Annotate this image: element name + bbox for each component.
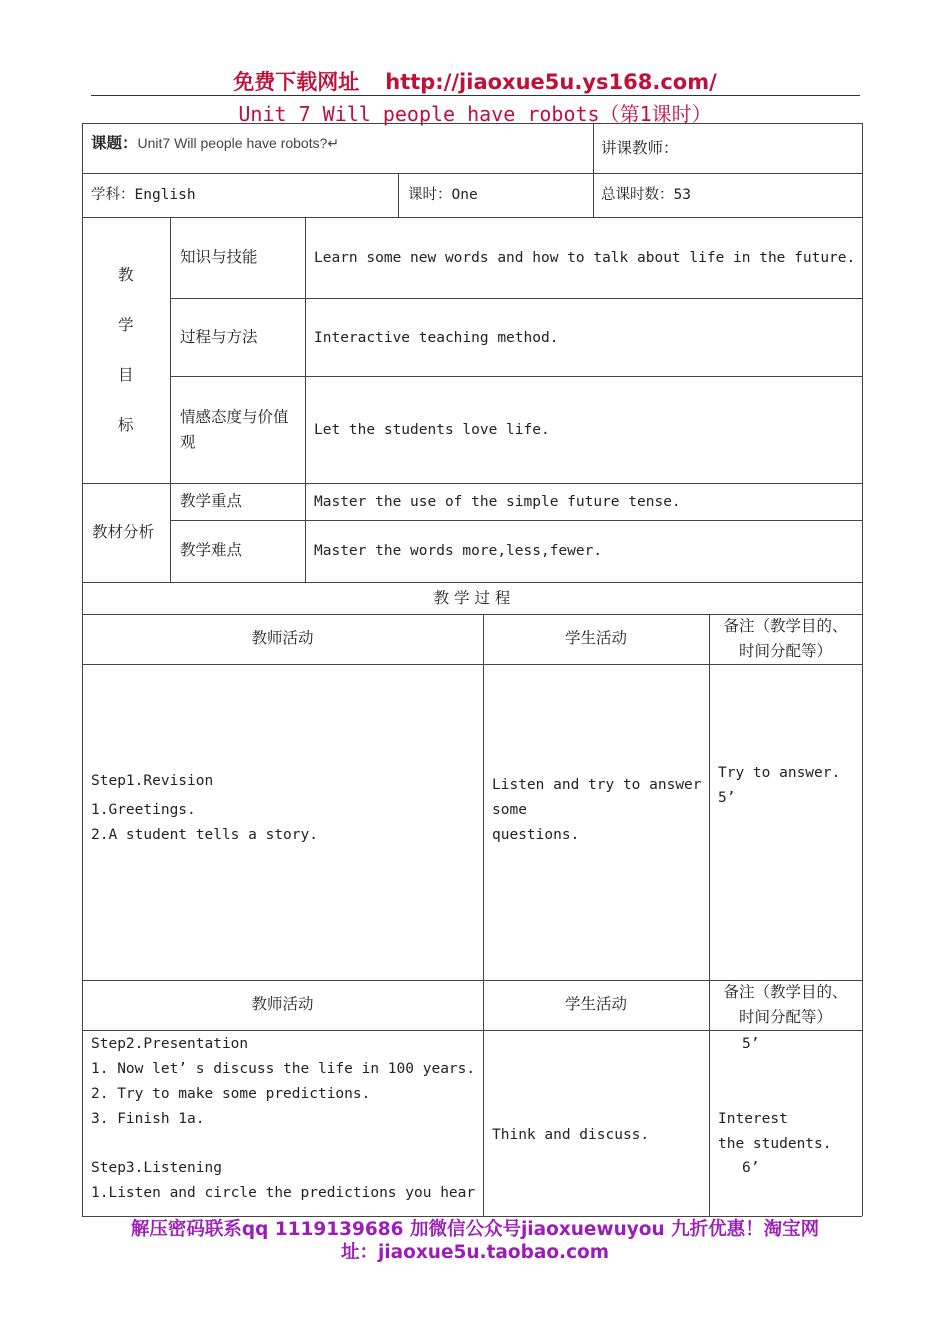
footer-line-1: 解压密码联系qq 1119139686 加微信公众号jiaoxuewuyou 九折优惠！淘宝网 <box>130 1219 820 1240</box>
step2-note-line1: Interest <box>718 1111 788 1127</box>
difficult-points-label: 教学难点 <box>180 541 243 559</box>
notes-header-line2: 时间分配等） <box>738 642 832 660</box>
topic-value: Unit7 Will people have robots?↵ <box>137 135 340 151</box>
subject-value: 学科：English <box>91 187 196 203</box>
step1-title: Step1.Revision <box>91 773 214 789</box>
difficult-points-value: Master the words more,less,fewer. <box>314 543 603 559</box>
notes-header-2-line1: 备注（教学目的、 <box>723 983 848 1001</box>
site-url-link[interactable]: http://jiaoxue5u.ys168.com/ <box>385 70 717 94</box>
attitude-values-label-line2: 观 <box>180 433 196 451</box>
step1-item-2: 2.A student tells a story. <box>91 827 318 843</box>
step3-time: 6’ <box>742 1160 760 1176</box>
footer-banner <box>60 1218 890 1264</box>
step1-student-line1: Listen and try to answer <box>492 777 702 793</box>
site-label: 免费下载网址 <box>233 70 360 94</box>
step2-time: 5’ <box>742 1036 760 1052</box>
step2-item-1: 1. Now let’ s discuss the life in 100 years. <box>91 1061 476 1077</box>
step2-item-2: 2. Try to make some predictions. <box>91 1086 371 1102</box>
step1-student-line3: questions. <box>492 827 580 843</box>
teacher-label: 讲课教师： <box>601 139 679 157</box>
period-value: 课时：One <box>408 187 478 203</box>
step3-item-1: 1.Listen and circle the predictions you hear <box>91 1185 476 1201</box>
teacher-activity-header: 教师活动 <box>251 629 314 647</box>
objectives-char-1: 教 <box>118 266 134 284</box>
knowledge-skills-label: 知识与技能 <box>180 248 258 266</box>
materials-analysis-label: 教材分析 <box>92 523 155 541</box>
attitude-values-value: Let the students love life. <box>314 422 550 438</box>
student-activity-header: 学生活动 <box>564 629 627 647</box>
total-periods-value: 总课时数：53 <box>601 187 691 203</box>
step2-note-line2: the students. <box>718 1136 832 1152</box>
teaching-process-title: 教 学 过 程 <box>433 589 511 607</box>
download-site-banner <box>0 66 950 96</box>
topic-cell <box>91 131 339 157</box>
header-rule <box>91 95 860 96</box>
step3-title: Step3.Listening <box>91 1160 222 1176</box>
objectives-char-4: 标 <box>118 416 134 434</box>
key-points-label: 教学重点 <box>180 492 243 510</box>
step1-student-line2: some <box>492 802 527 818</box>
step2-student: Think and discuss. <box>492 1127 650 1143</box>
notes-header-2-line2: 时间分配等） <box>738 1008 832 1026</box>
step2-item-3: 3. Finish 1a. <box>91 1111 205 1127</box>
attitude-values-label-line1: 情感态度与价值 <box>180 408 289 426</box>
step1-note: Try to answer. <box>718 765 841 781</box>
objectives-char-2: 学 <box>118 316 134 334</box>
student-activity-header-2: 学生活动 <box>564 995 627 1013</box>
knowledge-skills-value: Learn some new words and how to talk about life in the future. <box>314 250 856 266</box>
step1-time: 5’ <box>718 790 736 806</box>
process-methods-value: Interactive teaching method. <box>314 330 559 346</box>
process-methods-label: 过程与方法 <box>180 328 258 346</box>
teacher-activity-header-2: 教师活动 <box>251 995 314 1013</box>
objectives-char-3: 目 <box>118 366 134 384</box>
footer-line-2[interactable]: 址：jiaoxue5u.taobao.com <box>340 1242 610 1263</box>
document-title: Unit 7 Will people have robots（第1课时） <box>238 102 712 126</box>
notes-header-line1: 备注（教学目的、 <box>723 617 848 635</box>
step1-item-1: 1.Greetings. <box>91 802 196 818</box>
step2-title: Step2.Presentation <box>91 1036 249 1052</box>
topic-label: 课题： <box>91 134 138 152</box>
key-points-value: Master the use of the simple future tense. <box>314 494 681 510</box>
